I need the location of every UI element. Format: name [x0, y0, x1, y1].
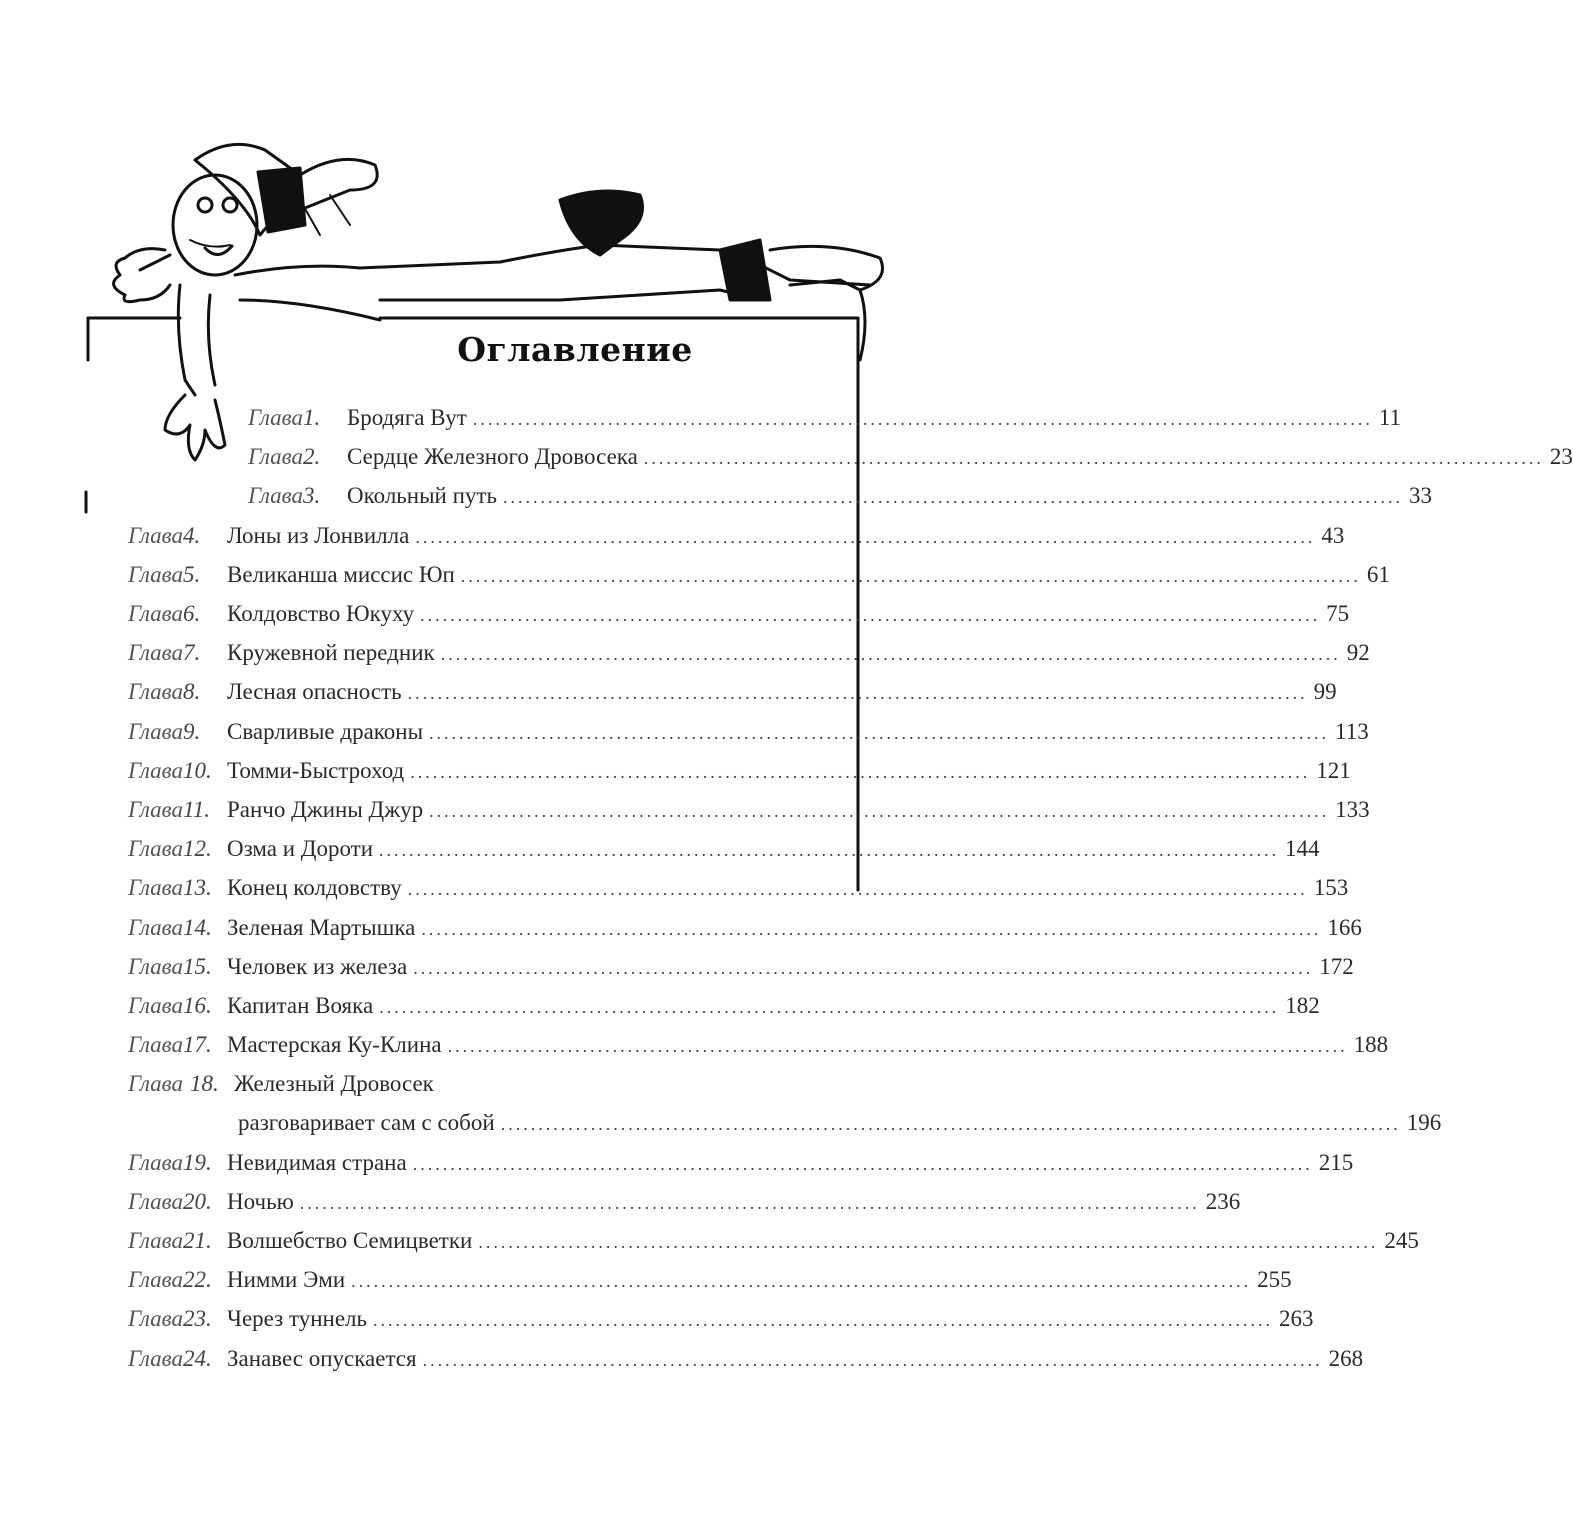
chapter-number: 24.: [183, 1345, 212, 1371]
dot-leader: ........................................................................................................................: [415, 526, 1316, 547]
chapter-title: Сердце Железного Дровосека: [347, 444, 638, 470]
chapter-title: Сварливые драконы: [227, 718, 424, 744]
dot-leader: ........................................................................................................................: [447, 1036, 1348, 1057]
toc-entry[interactable]: [128, 797, 1370, 827]
dot-leader: ........................................................................................................................: [379, 997, 1280, 1017]
chapter-title: Томми-Быстроход: [227, 757, 405, 783]
page-number: 215: [1318, 1149, 1354, 1175]
chapter-number: 8.: [183, 679, 201, 705]
chapter-title: Ночью: [227, 1188, 294, 1214]
page-number: 121: [1316, 757, 1351, 783]
chapter-title: Человек из железа: [227, 953, 408, 979]
toc-entry[interactable]: [128, 640, 1370, 670]
chapter-label: Глава: [128, 914, 183, 940]
page-number: 113: [1335, 718, 1369, 744]
chapter-number: 21.: [183, 1228, 212, 1253]
chapter-title: Через туннель: [227, 1306, 368, 1332]
dot-leader: ........................................................................................................................: [413, 957, 1314, 978]
dot-leader: ........................................................................................................................: [502, 487, 1403, 508]
chapter-number: 14.: [183, 914, 212, 940]
page-number: 255: [1257, 1267, 1292, 1293]
toc-entry[interactable]: [128, 993, 1320, 1023]
chapter-label: Глава: [128, 640, 183, 666]
toc-entry[interactable]: [128, 836, 1320, 866]
chapter-title: Железный Дровосек: [234, 1071, 434, 1097]
toc-entry[interactable]: [128, 1306, 1314, 1336]
chapter-number: 22.: [183, 1267, 212, 1293]
page-number: 236: [1205, 1188, 1241, 1214]
chapter-label: Глава: [128, 953, 183, 979]
chapter-label: Глава: [248, 405, 303, 430]
toc-entry[interactable]: [128, 1071, 810, 1101]
page-number: 188: [1353, 1032, 1389, 1058]
page-number: 33: [1408, 483, 1432, 509]
chapter-number: 9.: [183, 718, 201, 744]
chapter-title: Великанша миссис Юп: [227, 561, 455, 587]
chapter-number: 3.: [303, 483, 321, 509]
chapter-number: 11.: [183, 797, 211, 822]
chapter-number: 19.: [183, 1149, 212, 1175]
toc-entry[interactable]: [128, 1267, 1292, 1297]
toc-entry[interactable]: [128, 1149, 1354, 1180]
dot-leader: ........................................................................................................................: [351, 1271, 1252, 1292]
chapter-number: 1.: [303, 405, 321, 430]
chapter-number: 10.: [183, 757, 212, 783]
chapter-number: 7.: [183, 640, 201, 666]
chapter-number: 13.: [183, 875, 212, 901]
chapter-label: Глава: [128, 679, 183, 705]
toc-entry[interactable]: [128, 1345, 1364, 1376]
chapter-label: Глава: [128, 1071, 183, 1097]
chapter-title: Лоны из Лонвилла: [227, 522, 410, 548]
page-number: 144: [1285, 836, 1320, 862]
chapter-title-line2: разговаривает сам с собой: [238, 1110, 495, 1136]
chapter-label: Глава: [128, 1149, 183, 1175]
chapter-label: Глава: [128, 797, 183, 822]
toc-entry[interactable]: [128, 757, 1351, 788]
page-number: 23: [1549, 444, 1573, 470]
dot-leader: ........................................................................................................................: [478, 1232, 1379, 1252]
toc-entry[interactable]: [128, 914, 1362, 945]
chapter-label: Глава: [128, 875, 183, 901]
dot-leader: ........................................................................................................................: [421, 918, 1322, 939]
chapter-label: Глава: [128, 561, 183, 587]
dot-leader: ........................................................................................................................: [420, 605, 1321, 625]
dot-leader: ........................................................................................................................: [299, 1192, 1200, 1213]
toc-entry[interactable]: [128, 601, 1350, 631]
page-number: 268: [1328, 1345, 1364, 1371]
toc-entry[interactable]: [248, 444, 1573, 474]
page-number: 166: [1327, 914, 1362, 940]
dot-leader: ........................................................................................................................: [379, 840, 1280, 861]
toc-entry[interactable]: [248, 483, 1432, 513]
chapter-title: Мастерская Ку-Клина: [227, 1032, 442, 1058]
chapter-title: Колдовство Юкуху: [227, 601, 415, 626]
page-number: 133: [1335, 797, 1370, 822]
chapter-number: 12.: [183, 836, 212, 862]
dot-leader: ........................................................................................................................: [412, 1153, 1313, 1174]
toc-entry[interactable]: [128, 561, 1390, 592]
page-number: 11: [1378, 405, 1401, 430]
toc-entry[interactable]: [248, 405, 1401, 435]
chapter-title: Капитан Вояка: [227, 993, 374, 1018]
chapter-title: Конец колдовству: [227, 875, 402, 901]
chapter-label: Глава: [128, 522, 183, 548]
dot-leader: ........................................................................................................................: [460, 565, 1361, 586]
chapter-label: Глава: [128, 601, 183, 626]
chapter-title: Нимми Эми: [227, 1267, 346, 1293]
toc-entry[interactable]: [128, 522, 1345, 553]
chapter-number: 18.: [190, 1071, 219, 1097]
chapter-title: Окольный путь: [347, 483, 497, 509]
chapter-label: Глава: [128, 1032, 183, 1058]
dot-leader: ........................................................................................................................: [440, 644, 1341, 665]
chapter-number: 15.: [183, 953, 212, 979]
dot-leader: ........................................................................................................................: [422, 1349, 1323, 1370]
page-title: Оглавление: [457, 330, 693, 369]
chapter-title: Ранчо Джины Джур: [227, 797, 424, 822]
chapter-label: Глава: [128, 1306, 183, 1332]
page-number: 172: [1319, 953, 1354, 979]
toc-entry[interactable]: [128, 1228, 1419, 1258]
chapter-label: Глава: [128, 1267, 183, 1293]
chapter-label: Глава: [128, 836, 183, 862]
chapter-label: Глава: [128, 757, 183, 783]
page-number: 43: [1321, 522, 1345, 548]
toc-entry[interactable]: [128, 953, 1354, 984]
page-number: 92: [1346, 640, 1370, 666]
chapter-number: 23.: [183, 1306, 212, 1332]
chapter-title: Зеленая Мартышка: [227, 914, 416, 940]
page-number: 263: [1279, 1306, 1314, 1332]
dot-leader: ........................................................................................................................: [429, 801, 1330, 821]
chapter-number: 4.: [183, 522, 201, 548]
toc-entry[interactable]: [128, 1032, 1389, 1062]
chapter-label: Глава: [128, 1188, 183, 1214]
page-number: 61: [1366, 561, 1390, 587]
page-number: 153: [1313, 875, 1349, 901]
chapter-number: 20.: [183, 1188, 212, 1214]
toc-entry[interactable]: [128, 679, 1337, 709]
dot-leader: ........................................................................................................................: [410, 761, 1311, 782]
chapter-title: Невидимая страна: [227, 1149, 407, 1175]
dot-leader: ........................................................................................................................: [407, 683, 1308, 704]
toc-entry[interactable]: [128, 1188, 1241, 1219]
page-number: 245: [1384, 1228, 1419, 1253]
page-number: 99: [1313, 679, 1337, 705]
toc-entry[interactable]: [128, 718, 1369, 749]
dot-leader: ........................................................................................................................: [373, 1310, 1274, 1331]
chapter-title: Озма и Дороти: [227, 836, 374, 862]
dot-leader: ........................................................................................................................: [429, 722, 1330, 743]
chapter-title: Лесная опасность: [227, 679, 402, 705]
dot-leader: ........................................................................................................................: [472, 409, 1373, 429]
page-number: 75: [1326, 601, 1350, 626]
chapter-label: Глава: [128, 993, 183, 1018]
chapter-number: 16.: [183, 993, 212, 1018]
chapter-number: 5.: [183, 561, 201, 587]
chapter-label: Глава: [128, 1228, 183, 1253]
toc-entry[interactable]: [128, 875, 1349, 905]
chapter-label: Глава: [248, 483, 303, 509]
chapter-label: Глава: [248, 444, 303, 470]
chapter-number: 2.: [303, 444, 321, 470]
chapter-number: 17.: [183, 1032, 212, 1058]
chapter-number: 6.: [183, 601, 201, 626]
dot-leader: ........................................................................................................................: [500, 1114, 1401, 1135]
chapter-title: Бродяга Вут: [347, 405, 467, 430]
dot-leader: ........................................................................................................................: [643, 448, 1544, 469]
chapter-label: Глава: [128, 718, 183, 744]
page-number: 182: [1285, 993, 1320, 1018]
chapter-label: Глава: [128, 1345, 183, 1371]
dot-leader: ........................................................................................................................: [407, 879, 1308, 900]
chapter-title: Волшебство Семицветки: [227, 1228, 473, 1253]
chapter-title: Кружевной передник: [227, 640, 435, 666]
chapter-title: Занавес опускается: [227, 1345, 417, 1371]
page-number: 196: [1406, 1110, 1442, 1136]
toc-entry-continuation[interactable]: [238, 1110, 1442, 1140]
